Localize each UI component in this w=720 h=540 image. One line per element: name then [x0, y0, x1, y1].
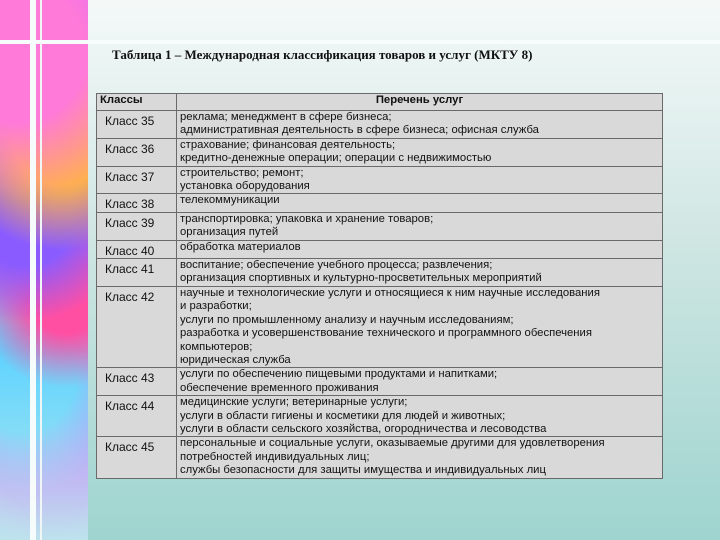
service-line: разработка и усовершенствование технического и программного обеспечения — [180, 327, 592, 340]
table-row — [97, 111, 663, 139]
service-line: телекоммуникации — [180, 194, 280, 207]
services-cell — [177, 111, 663, 139]
service-line: компьютеров; — [180, 340, 253, 353]
class-cell: Класс 37 — [97, 166, 177, 194]
class-cell: Класс 40 — [97, 240, 177, 258]
services-cell — [177, 396, 663, 437]
services-cell — [177, 259, 663, 287]
class-cell: Класс 44 — [97, 396, 177, 437]
decorative-horizontal-line — [0, 40, 720, 44]
table-row — [97, 286, 663, 367]
services-cell — [177, 166, 663, 194]
service-line: потребностей индивидуальных лиц; — [180, 450, 370, 463]
service-line: организация путей — [180, 226, 279, 239]
service-line: организация спортивных и культурно-просветительных мероприятий — [180, 272, 542, 285]
table-row — [97, 437, 663, 478]
table-row — [97, 240, 663, 258]
table-body — [97, 111, 663, 479]
services-cell — [177, 437, 663, 478]
services-cell — [177, 194, 663, 212]
table-row — [97, 396, 663, 437]
header-classes: Классы — [97, 94, 177, 111]
table-row — [97, 368, 663, 396]
service-line: и разработки; — [180, 300, 252, 313]
service-line: услуги по обеспечению пищевыми продуктами и напитками; — [180, 368, 498, 381]
class-cell: Класс 38 — [97, 194, 177, 212]
service-line: страхование; финансовая деятельность; — [180, 138, 396, 151]
table-title: Таблица 1 – Международная классификация товаров и услуг (МКТУ 8) — [112, 47, 533, 62]
side-strip-fade — [0, 0, 88, 540]
service-line: обеспечение временного проживания — [180, 381, 379, 394]
class-cell: Класс 39 — [97, 212, 177, 240]
service-line: юридическая служба — [180, 353, 291, 366]
services-cell — [177, 368, 663, 396]
service-line: услуги по промышленному анализу и научным исследованиям; — [180, 313, 514, 326]
service-line: кредитно-денежные операции; операции с недвижимостью — [180, 152, 492, 165]
service-line: услуги в области сельского хозяйства, огородничества и лесоводства — [180, 422, 547, 435]
class-cell: Класс 43 — [97, 368, 177, 396]
table-row — [97, 138, 663, 166]
table-row — [97, 194, 663, 212]
services-cell — [177, 138, 663, 166]
service-line: строительство; ремонт; — [180, 166, 304, 179]
class-cell: Класс 45 — [97, 437, 177, 478]
class-cell: Класс 36 — [97, 138, 177, 166]
service-line: транспортировка; упаковка и хранение товаров; — [180, 212, 434, 225]
service-line: административная деятельность в сфере бизнеса; офисная служба — [180, 124, 539, 137]
class-cell: Класс 41 — [97, 259, 177, 287]
services-cell — [177, 212, 663, 240]
decorative-vertical-line-thin — [40, 0, 42, 540]
service-line: воспитание; обеспечение учебного процесса; развлечения; — [180, 259, 493, 272]
service-line: услуги в области гигиены и косметики для людей и животных; — [180, 409, 506, 422]
class-cell: Класс 42 — [97, 286, 177, 367]
services-cell — [177, 240, 663, 258]
table-row — [97, 259, 663, 287]
service-line: медицинские услуги; ветеринарные услуги; — [180, 396, 408, 409]
table-row — [97, 166, 663, 194]
service-line: научные и технологические услуги и относящиеся к ним научные исследования — [180, 286, 600, 299]
header-services: Перечень услуг — [177, 94, 663, 111]
services-cell — [177, 286, 663, 367]
decorative-vertical-line — [30, 0, 36, 540]
service-line: обработка материалов — [180, 240, 301, 253]
class-cell: Класс 35 — [97, 111, 177, 139]
table-row — [97, 212, 663, 240]
classification-table — [96, 93, 663, 479]
service-line: реклама; менеджмент в сфере бизнеса; — [180, 111, 392, 123]
table-header-row — [97, 94, 663, 111]
service-line: персональные и социальные услуги, оказываемые другими для удовлетворения — [180, 437, 605, 450]
service-line: установка оборудования — [180, 180, 310, 193]
service-line: службы безопасности для защиты имущества и индивидуальных лиц — [180, 464, 546, 477]
